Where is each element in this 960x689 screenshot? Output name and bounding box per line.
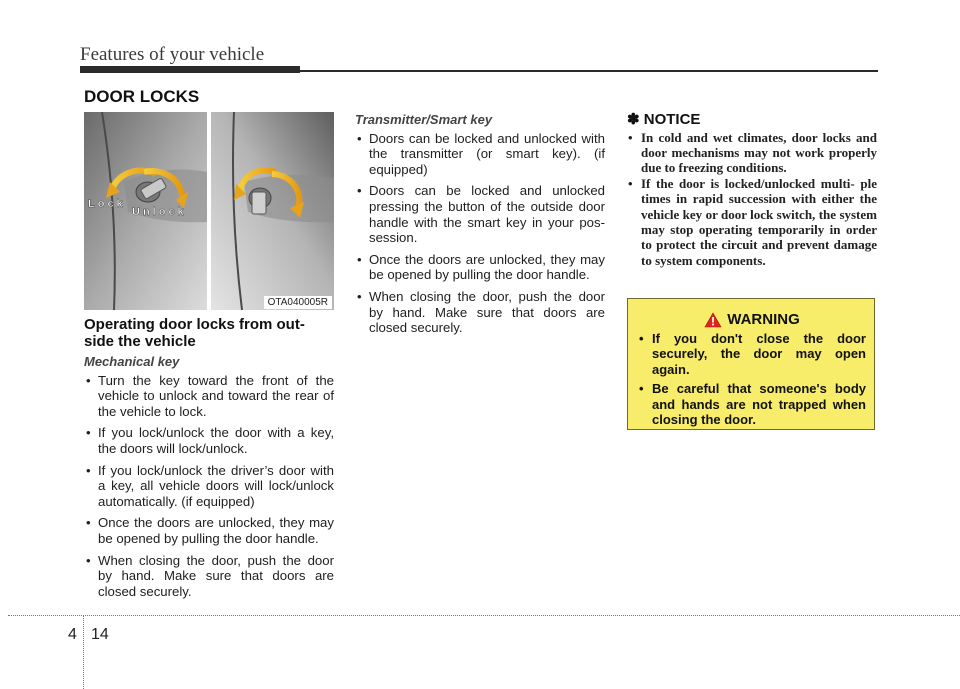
list-item: • Once the doors are unlocked, they may be opened by pulling the door handle. [84, 515, 334, 546]
footer-rule [8, 615, 960, 616]
list-item: • If the door is locked/unlocked multi- ple times in rapid succession with either the vehicle key or door lock switch, the system may stop operating temporarily in order to protect the circuit and prevent damage to system components. [627, 176, 877, 268]
section-title: DOOR LOCKS [84, 87, 200, 106]
page-header-title: Features of your vehicle [80, 44, 265, 65]
list-item: • Doors can be locked and unlocked with the transmitter (or smart key). (if equipped) [355, 131, 605, 178]
warning-list [638, 331, 866, 427]
page-number: 14 [91, 626, 109, 643]
warning-box [627, 298, 875, 430]
header-rule-thin [300, 70, 878, 72]
list-item: • When closing the door, push the door by hand. Make sure that doors are closed securely. [355, 289, 605, 336]
list-item: • When closing the door, push the door by hand. Make sure that doors are closed securely. [84, 553, 334, 600]
door-lock-figure [84, 112, 334, 310]
outside-locks-title: Operating door locks from out- side the vehicle [84, 316, 305, 350]
list-item: • Be careful that someone's body and hands are not trapped when closing the door. [638, 381, 866, 427]
footer-divider [83, 615, 84, 689]
list-item: • Doors can be locked and unlocked pressing the button of the outside door handle with the smart key in your pos- session. [355, 183, 605, 245]
list-item: • If you lock/unlock the driver’s door with a key, all vehicle doors will lock/unlock automatically. (if equipped) [84, 463, 334, 510]
figure-code: OTA040005R [264, 296, 332, 309]
column-transmitter [355, 112, 605, 342]
unlock-label: Unlock [132, 206, 187, 218]
transmitter-key-list [355, 131, 605, 336]
transmitter-key-heading: Transmitter/Smart key [355, 112, 493, 127]
list-item: • If you don't close the door securely, the door may open again. [638, 331, 866, 377]
chapter-number: 4 [68, 626, 77, 643]
warning-header [638, 311, 866, 328]
mechanical-key-heading: Mechanical key [84, 354, 180, 369]
notice-title: ✽ NOTICE [627, 111, 701, 128]
notice-list [627, 130, 877, 269]
column-outside-locks [84, 316, 334, 605]
list-item: • In cold and wet climates, door locks and door mechanisms may not work properly due to freezing conditions. [627, 130, 877, 176]
column-notice [627, 112, 877, 268]
list-item: • Once the doors are unlocked, they may be opened by pulling the door handle. [355, 252, 605, 283]
lock-label: Lock [88, 198, 126, 210]
door-lock-illustration [84, 112, 334, 310]
warning-triangle-icon [704, 312, 722, 328]
header-rule-thick [80, 66, 300, 73]
mechanical-key-list [84, 373, 334, 600]
list-item: • If you lock/unlock the door with a key, the doors will lock/unlock. [84, 425, 334, 456]
list-item: • Turn the key toward the front of the vehicle to unlock and toward the rear of the vehicle to lock. [84, 373, 334, 420]
warning-title: WARNING [727, 311, 800, 328]
